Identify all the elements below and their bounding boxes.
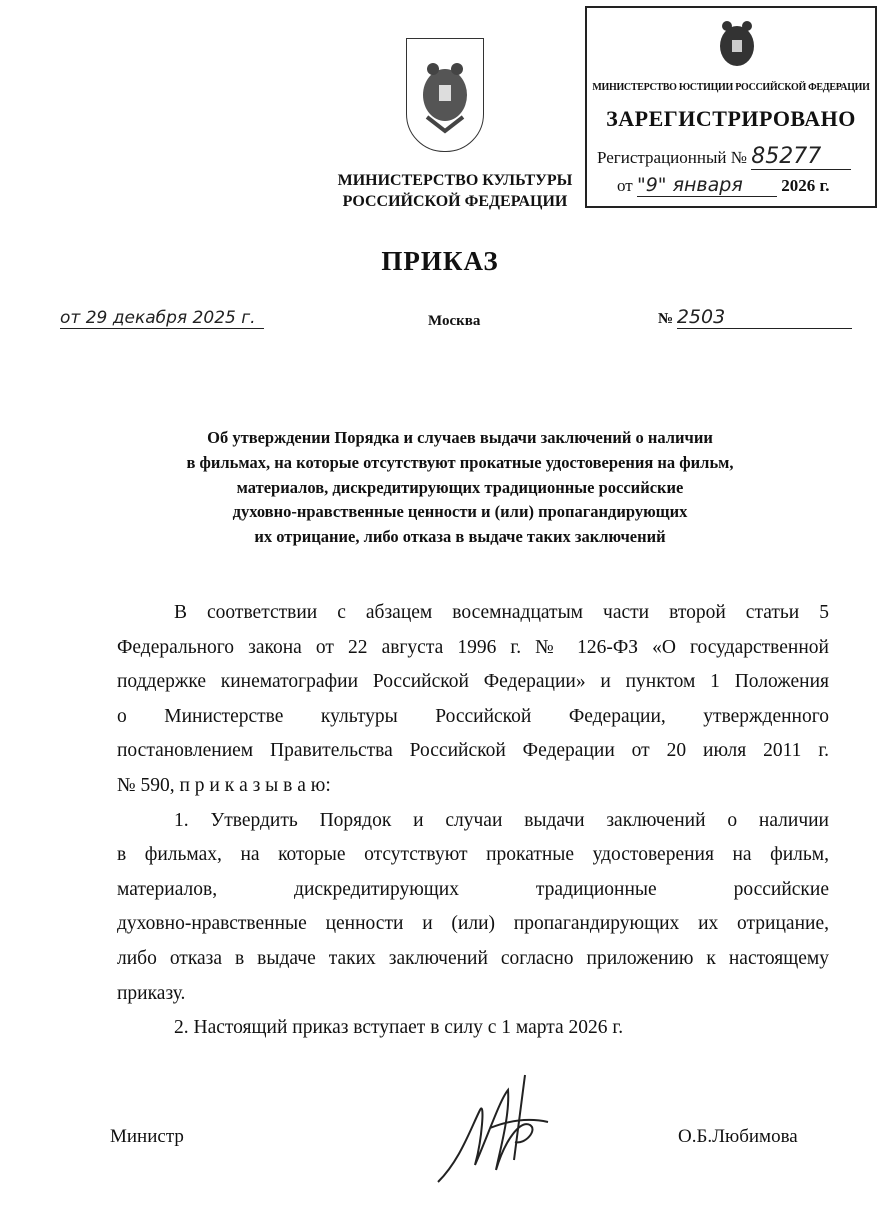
- title-line: их отрицание, либо отказа в выдаче таких заключений: [254, 527, 666, 547]
- body-line: № 590, п р и к а з ы в а ю:: [117, 774, 331, 796]
- stamp-reg-number-line: [597, 144, 851, 170]
- stamp-reg-label: Регистрационный №: [597, 148, 747, 167]
- body-line: приказу.: [117, 982, 186, 1004]
- stamp-date-year: 2026 г.: [781, 176, 830, 195]
- body-line: 2. Настоящий приказ вступает в силу с 1 марта 2026 г.: [174, 1017, 624, 1039]
- ministry-name: [300, 170, 610, 212]
- document-date: [60, 308, 264, 329]
- stamp-reg-number: 85277: [751, 144, 851, 170]
- stamp-emblem-icon: [715, 18, 759, 70]
- body-line: постановлением Правительства Российской Федерации от 20 июля 2011 г.: [117, 740, 829, 762]
- body-line: В соответствии с абзацем восемнадцатым части второй статьи 5: [174, 602, 829, 623]
- document-number: [658, 306, 852, 329]
- handwritten-signature: [430, 1070, 560, 1190]
- ministry-line-1: МИНИСТЕРСТВО КУЛЬТУРЫ: [337, 172, 573, 189]
- coat-of-arms-emblem: [406, 38, 484, 152]
- body-line: о Министерстве культуры Российской Федерации, утвержденного: [117, 705, 829, 727]
- document-city: Москва: [428, 313, 481, 329]
- document-type: ПРИКАЗ: [381, 246, 499, 276]
- stamp-status: ЗАРЕГИСТРИРОВАНО: [606, 106, 856, 131]
- title-line: материалов, дискредитирующих традиционные российские: [236, 477, 684, 497]
- document-body: [117, 596, 829, 1046]
- body-line: в фильмах, на которые отсутствуют прокатные удостоверения на фильм,: [117, 844, 829, 866]
- stamp-date-line: [617, 174, 830, 197]
- body-line: Федерального закона от 22 августа 1996 г. № 126-ФЗ «О государственной: [117, 636, 829, 658]
- title-line: духовно-нравственные ценности и (или) пропагандирующих: [232, 502, 688, 522]
- body-line: поддержке кинематографии Российской Федерации» и пунктом 1 Положения: [117, 671, 829, 693]
- number-value: 2503: [677, 306, 852, 329]
- body-line: 1. Утвердить Порядок и случаи выдачи заключений о наличии: [174, 809, 829, 831]
- title-line: Об утверждении Порядка и случаев выдачи заключений о наличии: [207, 428, 713, 447]
- body-line: материалов, дискредитирующих традиционные российские: [117, 878, 829, 900]
- registration-stamp: [585, 6, 877, 208]
- ministry-line-2: РОССИЙСКОЙ ФЕДЕРАЦИИ: [342, 193, 568, 210]
- body-line: либо отказа в выдаче таких заключений согласно приложению к настоящему: [117, 947, 829, 969]
- date-value: 29 декабря 2025 г.: [85, 308, 256, 328]
- signatory-name: О.Б.Любимова: [678, 1126, 798, 1147]
- stamp-date-prefix: от: [617, 176, 633, 195]
- coat-of-arms-icon: [417, 55, 473, 135]
- stamp-organization: МИНИСТЕРСТВО ЮСТИЦИИ РОССИЙСКОЙ ФЕДЕРАЦИИ: [592, 82, 870, 93]
- title-line: в фильмах, на которые отсутствуют прокатные удостоверения на фильм,: [186, 452, 734, 472]
- body-line: духовно-нравственные ценности и (или) пропагандирующих их отрицание,: [117, 913, 829, 935]
- date-label: от: [60, 308, 81, 328]
- document-title: [100, 426, 820, 550]
- number-label: №: [658, 311, 674, 327]
- signatory-position: Министр: [110, 1126, 184, 1147]
- stamp-date-value: "9" января: [637, 174, 777, 197]
